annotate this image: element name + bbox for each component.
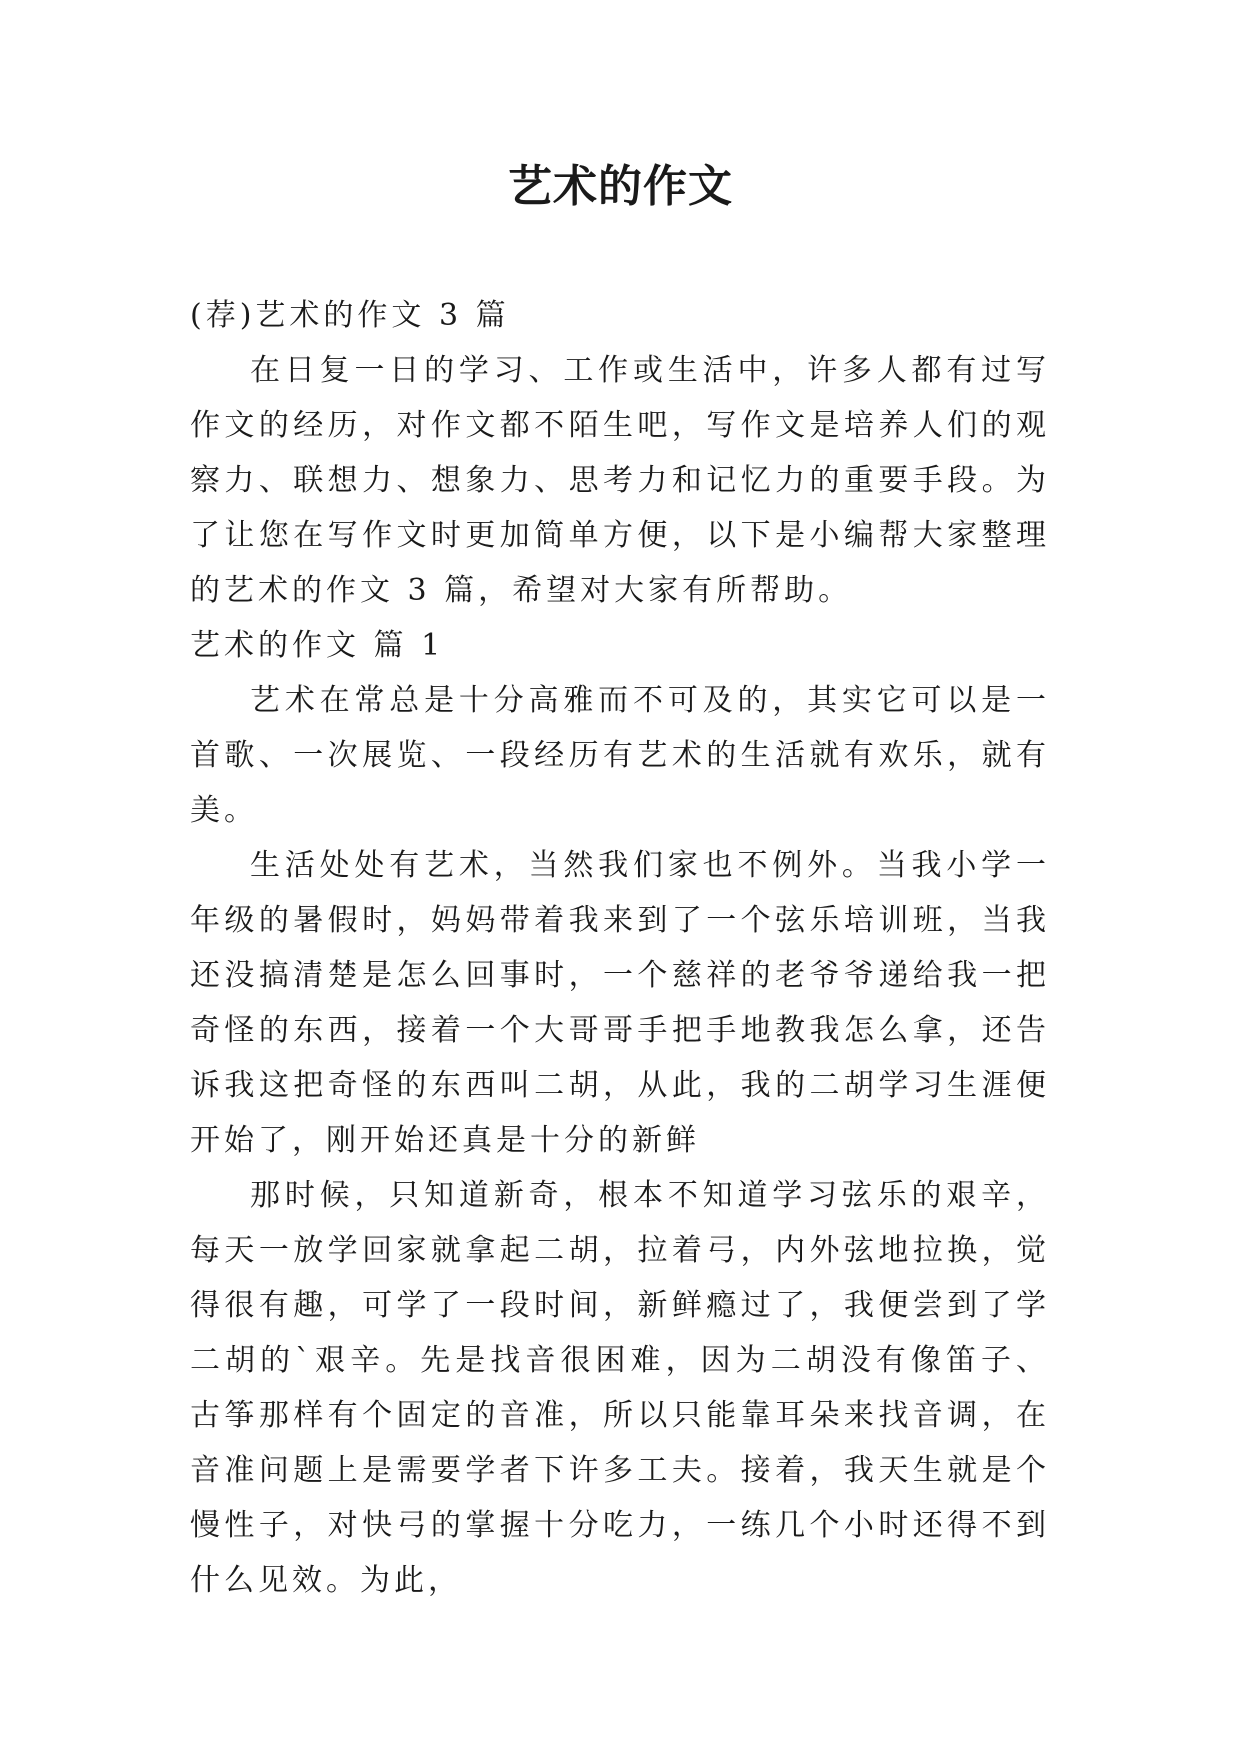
document-title: 艺术的作文 (508, 161, 733, 212)
document-body (190, 288, 1050, 1608)
document-subtitle: (荐)艺术的作文 3 篇 (190, 298, 510, 333)
body-paragraph: 生活处处有艺术，当然我们家也不例外。当我小学一年级的暑假时，妈妈带着我来到了一个弦乐培训班，当我还没搞清楚是怎么回事时，一个慈祥的老爷爷递给我一把奇怪的东西，接着一个大哥哥手把手地教我怎么拿，还告诉我这把奇怪的东西叫二胡，从此，我的二胡学习生涯便开始了，刚开始还真是十分的新鲜 (190, 848, 1050, 1158)
body-paragraph: 那时候，只知道新奇，根本不知道学习弦乐的艰辛，每天一放学回家就拿起二胡，拉着弓，内外弦地拉换，觉得很有趣，可学了一段时间，新鲜瘾过了，我便尝到了学二胡的`艰辛。先是找音很困难，因为二胡没有像笛子、古筝那样有个固定的音准，所以只能靠耳朵来找音调，在音准问题上是需要学者下许多工夫。接着，我天生就是个慢性子，对快弓的掌握十分吃力，一练几个小时还得不到什么见效。为此， (190, 1178, 1050, 1598)
body-paragraph: 艺术在常总是十分高雅而不可及的，其实它可以是一首歌、一次展览、一段经历有艺术的生活就有欢乐，就有美。 (190, 683, 1050, 828)
section-heading: 艺术的作文 篇 1 (190, 628, 445, 663)
intro-paragraph: 在日复一日的学习、工作或生活中，许多人都有过写作文的经历，对作文都不陌生吧，写作文是培养人们的观察力、联想力、想象力、思考力和记忆力的重要手段。为了让您在写作文时更加简单方便，以下是小编帮大家整理的艺术的作文 3 篇，希望对大家有所帮助。 (190, 353, 1050, 608)
